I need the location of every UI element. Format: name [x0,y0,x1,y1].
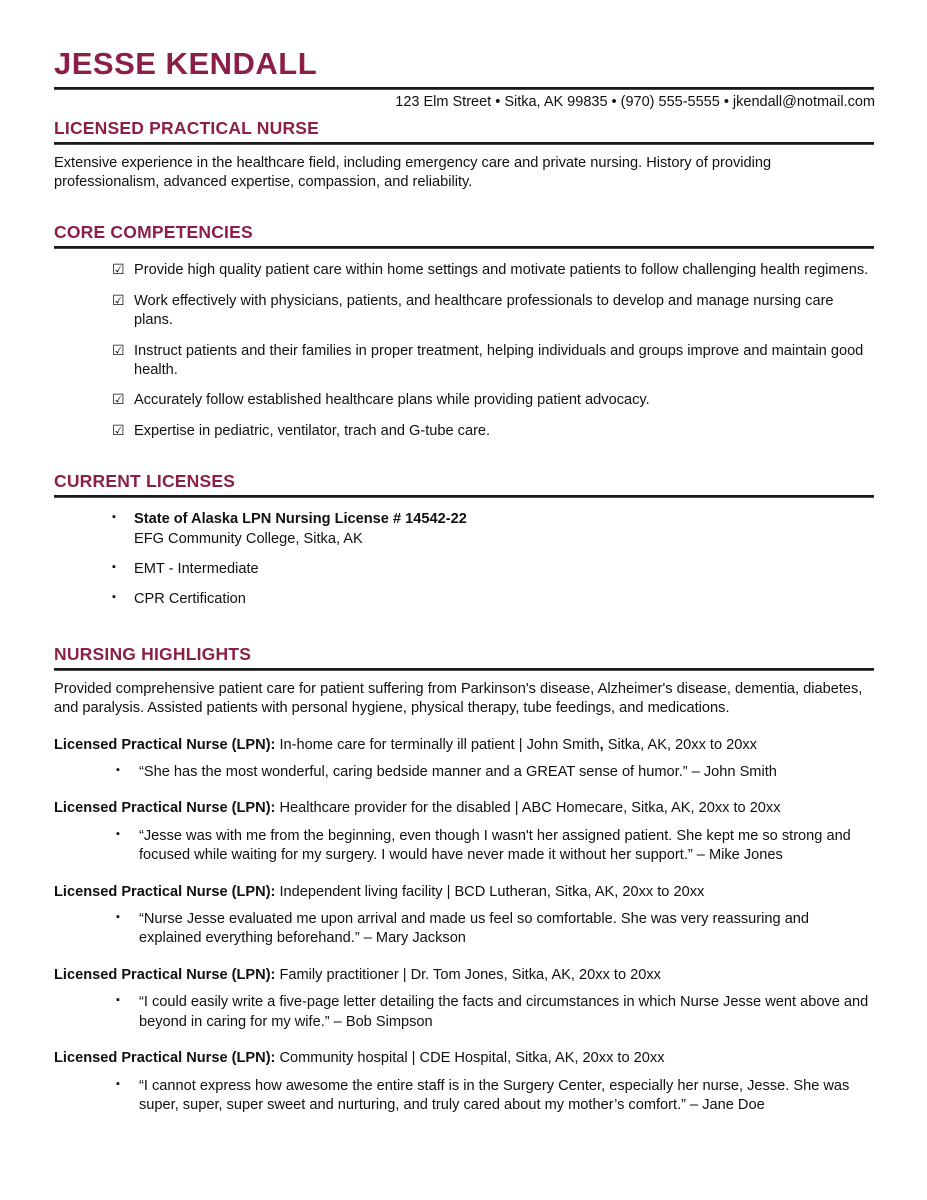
section-heading-nursing-highlights: NURSING HIGHLIGHTS [54,643,252,664]
checkbox-icon: ☑ [112,391,125,408]
square-bullet-icon: ▪ [116,994,120,1007]
list-item [54,261,875,280]
square-bullet-icon: ▪ [116,764,120,777]
list-item-text: Provide high quality patient care within home settings and motivate patients to follow challenging health regimens. [134,262,869,279]
job-detail-after: Sitka, AK, 20xx to 20xx [603,736,757,753]
job-detail-bold: , [599,736,604,753]
professional-summary: Extensive experience in the healthcare field, including emergency care and private nursing. History of providing professionalism, advanced expertise, compassion, and reliability. [54,154,772,190]
job-role: Licensed Practical Nurse (LPN): [54,966,276,983]
list-item-text: Instruct patients and their families in proper treatment, helping individuals and groups improve and maintain good health. [134,342,864,378]
job-entry [54,1049,875,1115]
checkbox-icon: ☑ [112,341,125,358]
square-bullet-icon: ▪ [112,561,116,574]
list-item [54,1077,875,1116]
job-header [54,883,875,902]
job-entry [54,736,875,783]
job-quote-list [54,993,875,1032]
checkbox-icon: ☑ [112,291,125,308]
list-item [54,510,875,549]
testimonial-text: “I could easily write a five-page letter detailing the facts and circumstances in which Nurse Jesse went above and beyond in caring for my wife.” – Bob Simpson [139,994,869,1030]
license-title: EMT - Intermediate [134,561,259,578]
list-item [54,422,875,441]
job-quote-list [54,910,875,949]
current-licenses-divider [54,495,874,498]
job-header [54,966,875,985]
job-role: Licensed Practical Nurse (LPN): [54,736,276,753]
list-item [54,590,875,609]
job-quote-list [54,763,875,782]
list-item [54,993,875,1032]
job-header [54,1049,875,1068]
job-detail: In-home care for terminally ill patient | John Smith [275,736,600,753]
job-detail: Independent living facility | BCD Lutheran, Sitka, AK, 20xx to 20xx [275,883,705,900]
job-detail: Family practitioner | Dr. Tom Jones, Sitka, AK, 20xx to 20xx [275,966,661,983]
list-item [54,910,875,949]
section-nursing-highlights [54,644,875,1116]
job-role: Licensed Practical Nurse (LPN): [54,883,276,900]
core-competencies-list [54,261,875,441]
testimonial-text: “Nurse Jesse evaluated me upon arrival and made us feel so comfortable. She was very reassuring and explained everything beforehand.” – Mary Jackson [139,911,810,947]
current-licenses-list [54,510,875,610]
list-item [54,763,875,782]
job-entry [54,966,875,1032]
contact-line: 123 Elm Street • Sitka, AK 99835 • (970) 555-5555 • jkendall@notmail.com [395,93,875,110]
nursing-highlights-intro: Provided comprehensive patient care for patient suffering from Parkinson's disease, Alzheimer's disease, dementia, diabetes, and paralysis. Assisted patients with personal hygiene, physical therapy, tube feedings, and medications. [54,680,863,717]
job-role: Licensed Practical Nurse (LPN): [54,800,276,817]
square-bullet-icon: ▪ [112,511,116,524]
job-entry [54,883,875,949]
job-title: LICENSED PRACTICAL NURSE [54,117,320,138]
list-item [54,827,875,866]
contact-row [54,90,875,116]
section-core-competencies [54,222,875,441]
job-detail: Community hospital | CDE Hospital, Sitka, AK, 20xx to 20xx [275,1050,665,1067]
checkbox-icon: ☑ [112,261,125,278]
license-title: CPR Certification [134,591,246,608]
job-quote-list [54,827,875,866]
job-header [54,799,875,818]
nursing-highlights-divider [54,668,874,671]
job-role: Licensed Practical Nurse (LPN): [54,1050,276,1067]
section-heading-current-licenses: CURRENT LICENSES [54,471,236,492]
license-institution: EFG Community College, Sitka, AK [134,530,363,547]
list-item [54,342,875,381]
testimonial-text: “She has the most wonderful, caring bedside manner and a GREAT sense of humor.” – John Smith [139,764,777,781]
resume-header [54,48,875,192]
section-current-licenses [54,471,875,610]
title-divider [54,142,874,145]
square-bullet-icon: ▪ [116,911,120,924]
section-heading-core-competencies: CORE COMPETENCIES [54,222,253,243]
job-header [54,736,875,755]
job-quote-list [54,1077,875,1116]
checkbox-icon: ☑ [112,421,125,438]
list-item [54,560,875,579]
square-bullet-icon: ▪ [116,827,120,840]
testimonial-text: “Jesse was with me from the beginning, even though I wasn't her assigned patient. She kept me so strong and focused while waiting for my surgery. I would have never made it without her support.” – Mike Jones [139,827,851,864]
job-entry [54,799,875,865]
list-item-text: Expertise in pediatric, ventilator, trach and G-tube care. [134,422,491,439]
core-competencies-divider [54,246,874,249]
list-item-text: Accurately follow established healthcare plans while providing patient advocacy. [134,392,650,409]
list-item-text: Work effectively with physicians, patients, and healthcare professionals to develop and manage nursing care plans. [134,292,834,329]
square-bullet-icon: ▪ [112,591,116,604]
candidate-name: JESSE KENDALL [54,46,318,81]
job-detail: Healthcare provider for the disabled | ABC Homecare, Sitka, AK, 20xx to 20xx [275,800,781,817]
list-item [54,292,875,331]
list-item [54,391,875,410]
testimonial-text: “I cannot express how awesome the entire staff is in the Surgery Center, especially her nurse, Jesse. She was super, super, super sweet and nurturing, and truly cared about my mother’s comfort.” – Jane Doe [139,1077,850,1113]
square-bullet-icon: ▪ [116,1077,120,1090]
license-title: State of Alaska LPN Nursing License # 14542-22 [134,511,467,528]
